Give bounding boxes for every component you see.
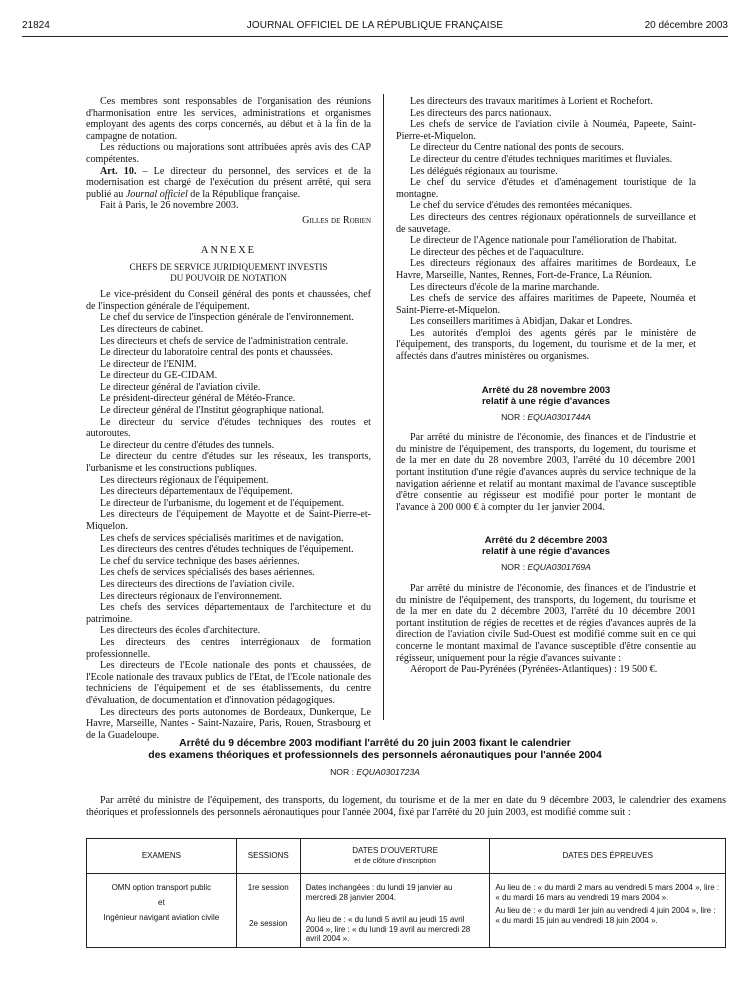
page-header xyxy=(22,20,728,34)
list-item: Le directeur du GE-CIDAM. xyxy=(100,370,218,382)
annexe-title: ANNEXE xyxy=(200,244,257,256)
column-divider xyxy=(383,94,384,720)
list-item: Les chefs de service des affaires maritimes de Papeete, Nouméa et Saint-Pierre-et-Miquelon. xyxy=(396,293,696,316)
table-header-row xyxy=(87,839,726,874)
epreuves-cell: Au lieu de : « du mardi 2 mars au vendredi 5 mars 2004 », lire : « du mardi 16 mars au vendredi 19 mars 2004 ». Au lieu de : « du mardi 1er juin au vendredi 4 juin 2004 », lire : « du mardi 15 juin au vendredi 18 juin 2004 ». xyxy=(490,874,726,948)
list-item: Les conseillers maritimes à Abidjan, Dakar et Londres. xyxy=(410,316,633,328)
intro-paragraph: Les réductions ou majorations sont attribuées après avis des CAP compétentes. xyxy=(86,142,371,165)
ouverture-cell: Dates inchangées : du lundi 19 janvier au mercredi 28 janvier 2004. Au lieu de : « du lundi 5 avril au jeudi 15 avril 2004 », lire : « du lundi 19 avril au mercredi 28 avril 2004 ». xyxy=(300,874,490,948)
list-item: Les directeurs départementaux de l'équipement. xyxy=(100,486,293,498)
arrete-2-dec-nor: NOR : EQUA0301769A xyxy=(501,562,591,573)
list-item: Les directeurs d'école de la marine marchande. xyxy=(410,281,600,293)
header-dates-ouverture: DATES D'OUVERTURE et de clôture d'inscription xyxy=(300,839,490,874)
page-number: 21824 xyxy=(22,20,50,31)
fait-a-paris: Fait à Paris, le 26 novembre 2003. xyxy=(100,200,239,212)
list-item: Le directeur de l'ENIM. xyxy=(100,358,197,370)
list-item: Le chef du service d'études des remontées mécaniques. xyxy=(410,200,633,212)
list-item: Le directeur des pêches et de l'aquaculture. xyxy=(410,246,584,258)
article-10: Art. 10. – Le directeur du personnel, des services et de la modernisation est chargé de l'exécution du présent arrêté, qui sera publié au Journal officiel de la République française. xyxy=(86,165,371,200)
sessions-cell: 1re session 2e session xyxy=(236,874,300,948)
list-item: Le directeur du laboratoire central des ponts et chaussées. xyxy=(100,347,333,359)
arrete-2-dec-item: Aéroport de Pau-Pyrénées (Pyrénées-Atlantiques) : 19 500 €. xyxy=(410,664,658,676)
list-item: Les autorités d'emploi des agents gérés par le ministère de l'équipement, des transports, du logement, du tourisme et de la mer, et affectés dans d'autres ministères ou organismes. xyxy=(396,327,696,363)
list-item: Les directeurs régionaux des affaires maritimes de Bordeaux, Le Havre, Marseille, Nantes, Rennes, Fort-de-France, La Réunion. xyxy=(396,258,696,281)
table-row xyxy=(87,874,726,948)
arrete-9-dec-nor: NOR : EQUA0301723A xyxy=(330,767,420,777)
list-item: Le directeur général de l'aviation civile. xyxy=(100,381,261,393)
arrete-28-nov-title: Arrêté du 28 novembre 2003 relatif à une régie d'avances xyxy=(481,384,611,407)
list-item: Les directeurs des ports autonomes de Bordeaux, Dunkerque, Le Havre, Marseille, Nantes - Saint-Nazaire, Paris, Rouen, Strasbourg et de la Guadeloupe. xyxy=(86,706,371,741)
article-10-label: Art. 10. xyxy=(100,165,137,177)
journal-title: JOURNAL OFFICIEL DE LA RÉPUBLIQUE FRANÇAISE xyxy=(246,20,504,31)
issue-date: 20 décembre 2003 xyxy=(644,20,728,31)
arrete-28-nov-text: Par arrêté du ministre de l'économie, des finances et de l'industrie et du ministre de l'équipement, des transports, du logement, du tourisme et de la mer en date du 28 novembre 2003, l'arrêté du 10 décembre 2001 portant institution d'une régie d'avances auprès du service technique de la navigation aérienne et relatif au montant maximal de l'avance susceptible d'être consentie au régisseur est modifié pour porter le montant de l'avance à 200 000 € à compter du 1er janvier 2004. xyxy=(396,432,696,513)
exam-calendar-table xyxy=(86,838,726,948)
list-item: Les directeurs des centres interrégionaux de formation professionnelle. xyxy=(86,636,371,660)
list-item: Les chefs des services départementaux de l'architecture et du patrimoine. xyxy=(86,602,371,625)
header-dates-epreuves: DATES DES ÉPREUVES xyxy=(490,839,726,874)
list-item: Le chef du service de l'inspection générale de l'environnement. xyxy=(100,312,354,324)
header-rule xyxy=(22,36,728,37)
list-item: Les directeurs et chefs de service de l'administration centrale. xyxy=(100,335,349,347)
list-item: Les directeurs des centres régionaux opérationnels de surveillance et de sauvetage. xyxy=(396,211,696,235)
list-item: Le directeur du centre d'études des tunnels. xyxy=(100,439,275,451)
list-item: Les directeurs régionaux de l'équipement. xyxy=(100,474,269,486)
signature: Gilles de Robien xyxy=(302,214,371,226)
arrete-2-dec-title: Arrêté du 2 décembre 2003 relatif à une régie d'avances xyxy=(481,535,611,558)
right-column xyxy=(396,96,696,676)
list-item: Le directeur de l'Agence nationale pour l'amélioration de l'habitat. xyxy=(410,235,677,247)
list-item: Le président-directeur général de Météo-France. xyxy=(100,393,296,405)
arrete-2-dec-text: Par arrêté du ministre de l'économie, des finances et de l'industrie et du ministre de l'équipement, des transports, du logement, du tourisme et de la mer en date du 2 décembre 2003, l'arrêté du 10 décembre 2001 portant institution de régies de recettes et de régies d'avances auprès de la direction de l'aviation civile Sud-Ouest est modifié comme suit en ce qui concerne le montant maximal de l'avance susceptible d'être consentie au régisseur, uniquement pour la régie d'avances suivante : xyxy=(396,583,696,664)
list-item: Les directeurs des travaux maritimes à Lorient et Rochefort. xyxy=(410,96,653,107)
list-item: Les délégués régionaux au tourisme. xyxy=(410,165,558,177)
left-column xyxy=(86,96,371,741)
list-item: Les directeurs régionaux de l'environnement. xyxy=(100,590,283,602)
list-item: Le directeur du centre d'études sur les réseaux, les transports, l'urbanisme et les constructions publiques. xyxy=(86,451,371,475)
list-item: Le directeur de l'urbanisme, du logement et de l'équipement. xyxy=(100,497,345,509)
list-item: Le directeur du Centre national des ponts de secours. xyxy=(410,142,624,154)
examens-cell: OMN option transport public et Ingénieur navigant aviation civile xyxy=(87,874,237,948)
arrete-28-nov-nor: NOR : EQUA0301744A xyxy=(501,411,591,422)
list-item: Les chefs de service de l'aviation civile à Nouméa, Papeete, Saint-Pierre-et-Miquelon. xyxy=(396,119,696,142)
list-item: Les chefs de services spécialisés maritimes et de navigation. xyxy=(100,532,344,544)
list-item: Les directeurs des centres d'études techniques de l'équipement. xyxy=(100,544,354,556)
list-item: Les directeurs de cabinet. xyxy=(100,323,204,335)
list-item: Les directeurs des écoles d'architecture. xyxy=(100,625,261,637)
list-item: Le vice-président du Conseil général des ponts et chaussées, chef de l'inspection générale de l'équipement. xyxy=(86,289,371,312)
list-item: Les directeurs des parcs nationaux. xyxy=(410,107,552,119)
intro-paragraph: Ces membres sont responsables de l'organisation des réunions d'harmonisation entre les services, administrations et organismes employant des agents des corps concernés, au début et à la fin de la campagne de notation. xyxy=(86,96,371,142)
list-item: Le directeur du service d'études techniques des routes et autoroutes. xyxy=(86,416,371,440)
header-examens: EXAMENS xyxy=(87,839,237,874)
header-sessions: SESSIONS xyxy=(236,839,300,874)
list-item: Les directeurs de l'Ecole nationale des ponts et chaussées, de l'Ecole nationale des travaux publics de l'Etat, de l'Ecole nationale des techniciens de l'équipement et de ses établissements, du centre d'évaluation, de documentation et d'innovation pédagogiques. xyxy=(86,660,371,706)
list-item: Le chef du service d'études et d'aménagement touristique de la montagne. xyxy=(396,177,696,200)
arrete-9-dec-text: Par arrêté du ministre de l'équipement, des transports, du logement, du tourisme et de la mer en date du 9 décembre 2003, le calendrier des examens théoriques et professionnels des personnels aéronautiques pour l'année 2004, fixé par l'arrêté du 20 juin 2003, est modifié comme suit : xyxy=(86,795,726,818)
list-item: Les chefs de services spécialisés des bases aériennes. xyxy=(100,567,315,579)
chefs-title: CHEFS DE SERVICE JURIDIQUEMENT INVESTIS DU POUVOIR DE NOTATION xyxy=(129,262,328,283)
list-item: Les directeurs de l'équipement de Mayotte et de Saint-Pierre-et-Miquelon. xyxy=(86,509,371,532)
list-item: Les directeurs des directions de l'aviation civile. xyxy=(100,578,295,590)
list-item: Le directeur général de l'Institut géographique national. xyxy=(100,405,325,417)
list-item: Le directeur du centre d'études techniques maritimes et fluviales. xyxy=(410,153,673,165)
arrete-9-dec-title: Arrêté du 9 décembre 2003 modifiant l'arrêté du 20 juin 2003 fixant le calendrier des examens théoriques et professionnels des personnels aéronautiques pour l'année 2004 xyxy=(148,738,602,761)
list-item: Le chef du service technique des bases aériennes. xyxy=(100,555,300,567)
arrete-9-dec-heading xyxy=(22,738,728,777)
